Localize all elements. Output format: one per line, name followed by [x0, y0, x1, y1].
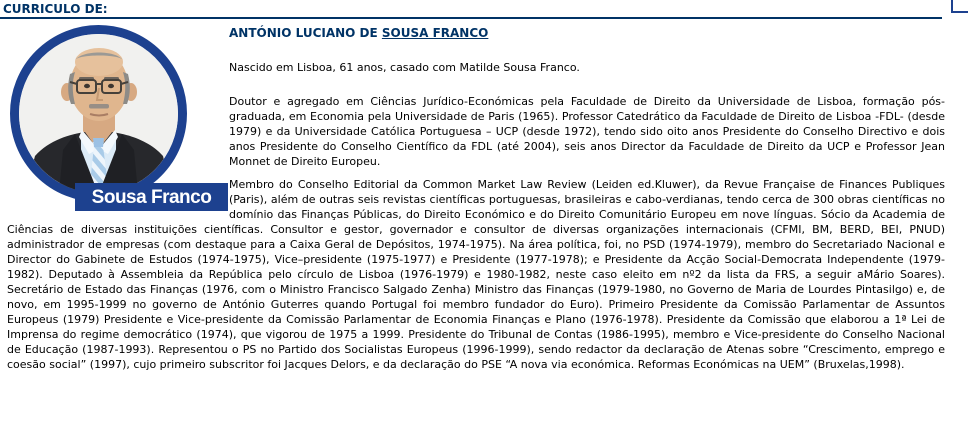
header-divider [0, 17, 942, 19]
paragraph-career: Membro do Conselho Editorial da Common Market Law Review (Leiden ed.Kluwer), da Revue Française de Finances Publiques (Paris), além de outras seis revistas científicas portuguesas, brasileiras e cabo-verdianas, tendo cerca de 300 obras científicas no domínio das Finanças Públicas, do Direito Económico e do Direito Comunitário Europeu em nove línguas. Sócio da Academia de Ciências de diversas instituições científicas. Consultor e gestor, governador e consultor de diversas organizações internacionais (CFMI, BM, BERD, BEI, PNUD) administrador de empresas (com destaque para a Caixa Geral de Depósitos, 1974-1975). Na área política, foi, no PSD (1974-1979), membro do Secretariado Nacional e Director do Gabinete de Estudos (1974-1975), Vice–presidente (1975-1977) e Presidente (1977-1978); e Presidente da Acção Social-Democrata Independente (1979-1982). Deputado à Assembleia da República pelo círculo de Lisboa (1976-1979) e 1980-1982, neste caso eleito em nº2 da lista da FRS, a seguir aMário Soares). Secretário de Estado das Finanças (1976, com o Ministro Francisco Salgado Zenha) Ministro das Finanças (1979-1980, no Governo de Maria de Lourdes Pintasilgo) e, de novo, em 1995-1999 no governo de António Guterres quando Portugal foi membro fundador do Euro). Primeiro Presidente da Comissão Parlamentar de Assuntos Europeus (1979) Presidente e Vice-presidente da Comissão Parlamentar de Economia Finanças e Plano (1976-1978). Presidente da Comissão que elaborou a 1ª Lei de Imprensa do regime democrático (1974), que vigorou de 1975 a 1999. Presidente do Tribunal de Contas (1986-1995), membro e Vice-presidente do Conselho Nacional de Educação (1987-1993). Representou o PS no Partido dos Socialistas Europeus (1996-1999), sendo redactor da declaração de Atenas sobre “Crescimento, emprego e coesão social” (1997), cujo primeiro subscritor foi Jacques Delors, e da declaração do PSE “A nova via económica. Reformas Económicas na UEM” (Bruxelas,1998). [7, 178, 945, 371]
paragraph-academic: Doutor e agregado em Ciências Jurídico-Económicas pela Faculdade de Direito da Universidade de Lisboa, formação pós-graduada, em Economia pela Universidade de Paris (1965). Professor Catedrático da Faculdade de Direito de Lisboa -FDL- (desde 1979) e da Universidade Católica Portuguesa – UCP (desde 1972), tendo sido oito anos Presidente do Conselho Directivo e dois anos Presidente do Conselho Científico da FDL (até 2004), seis anos Director da Faculdade de Direito da UCP e Professor Jean Monnet de Direito Europeu. [229, 95, 945, 168]
paragraph-personal: Nascido em Lisboa, 61 anos, casado com Matilde Sousa Franco. [229, 61, 580, 74]
name-banner: Sousa Franco [75, 183, 228, 211]
portrait-photo [19, 34, 178, 193]
frame-corner-decoration [951, 0, 968, 13]
sousa-franco-link[interactable]: SOUSA FRANCO [381, 26, 489, 40]
title-prefix: ANTÓNIO LUCIANO DE [229, 26, 382, 40]
curriculum-content [3, 20, 945, 391]
profile-photo-frame [10, 25, 187, 202]
page-header-label: CURRICULO DE: [3, 2, 108, 16]
profile-photo-block [3, 20, 229, 222]
